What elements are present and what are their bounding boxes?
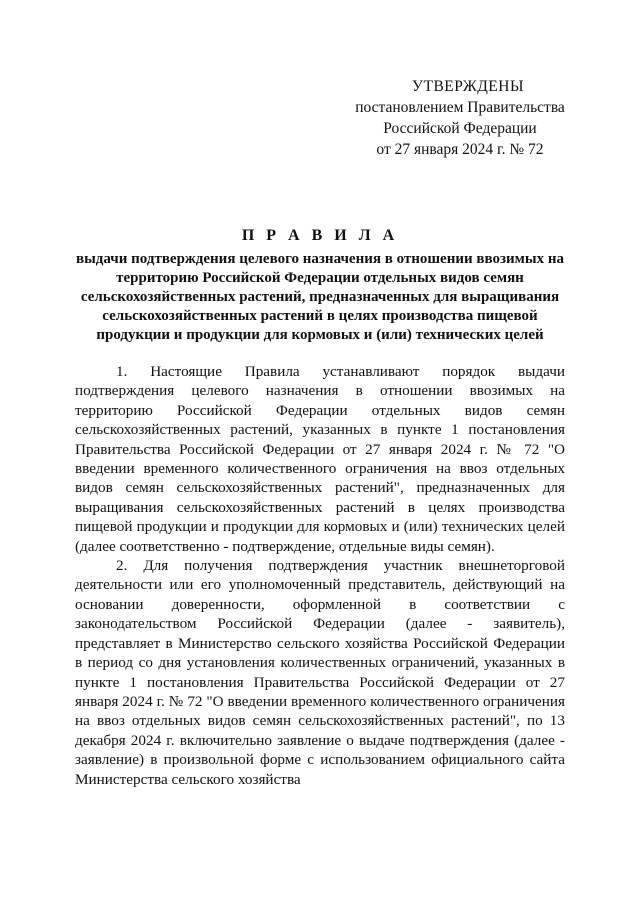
approval-line-3: от 27 января 2024 г. № 72 — [376, 141, 544, 158]
approval-line-2: Российской Федерации — [383, 120, 537, 137]
document-body — [75, 362, 565, 789]
paragraph-1: 1. Настоящие Правила устанавливают порядок выдачи подтверждения целевого назначения в отношении ввозимых на территорию Российской Федерации отдельных видов семян сельскохозяйственных растений, указанных в пункте 1 постановления Правительства Российской Федерации от 27 января 2024 г. № 72 "О введении временного количественного ограничения на ввоз отдельных видов семян сельскохозяйственных растений", предназначенных для выращивания сельскохозяйственных растений в целях производства пищевой продукции и продукции для кормовых и (или) технических целей (далее соответственно - подтверждение, отдельные виды семян). — [75, 363, 565, 555]
approval-line-1: постановлением Правительства — [355, 99, 565, 116]
document-title: П Р А В И Л А — [241, 227, 399, 244]
paragraph-2: 2. Для получения подтверждения участник внешнеторговой деятельности или его уполномоченный представитель, действующий на основании доверенности, оформленной в соответствии с законодательством Российской Федерации (далее - заявитель), представляет в Министерство сельского хозяйства Российской Федерации в период со дня установления количественных ограничений, указанных в пункте 1 постановления Правительства Российской Федерации от 27 января 2024 г. № 72 "О введении временного количественного ограничения на ввоз отдельных видов семян сельскохозяйственных растений", по 13 декабря 2024 г. включительно заявление о выдаче подтверждения (далее - заявление) в произвольной форме с использованием официального сайта Министерства сельского хозяйства — [75, 557, 565, 788]
approval-title: УТВЕРЖДЕНЫ — [412, 78, 524, 95]
document-subtitle: выдачи подтверждения целевого назначения в отношении ввозимых на территорию Российской Федерации отдельных видов семян сельскохозяйственных растений, предназначенных для выращивания сельскохозяйственных растений в целях производства пищевой продукции и продукции для кормовых и (или) технических целей — [76, 251, 564, 343]
approval-stamp — [340, 76, 580, 160]
